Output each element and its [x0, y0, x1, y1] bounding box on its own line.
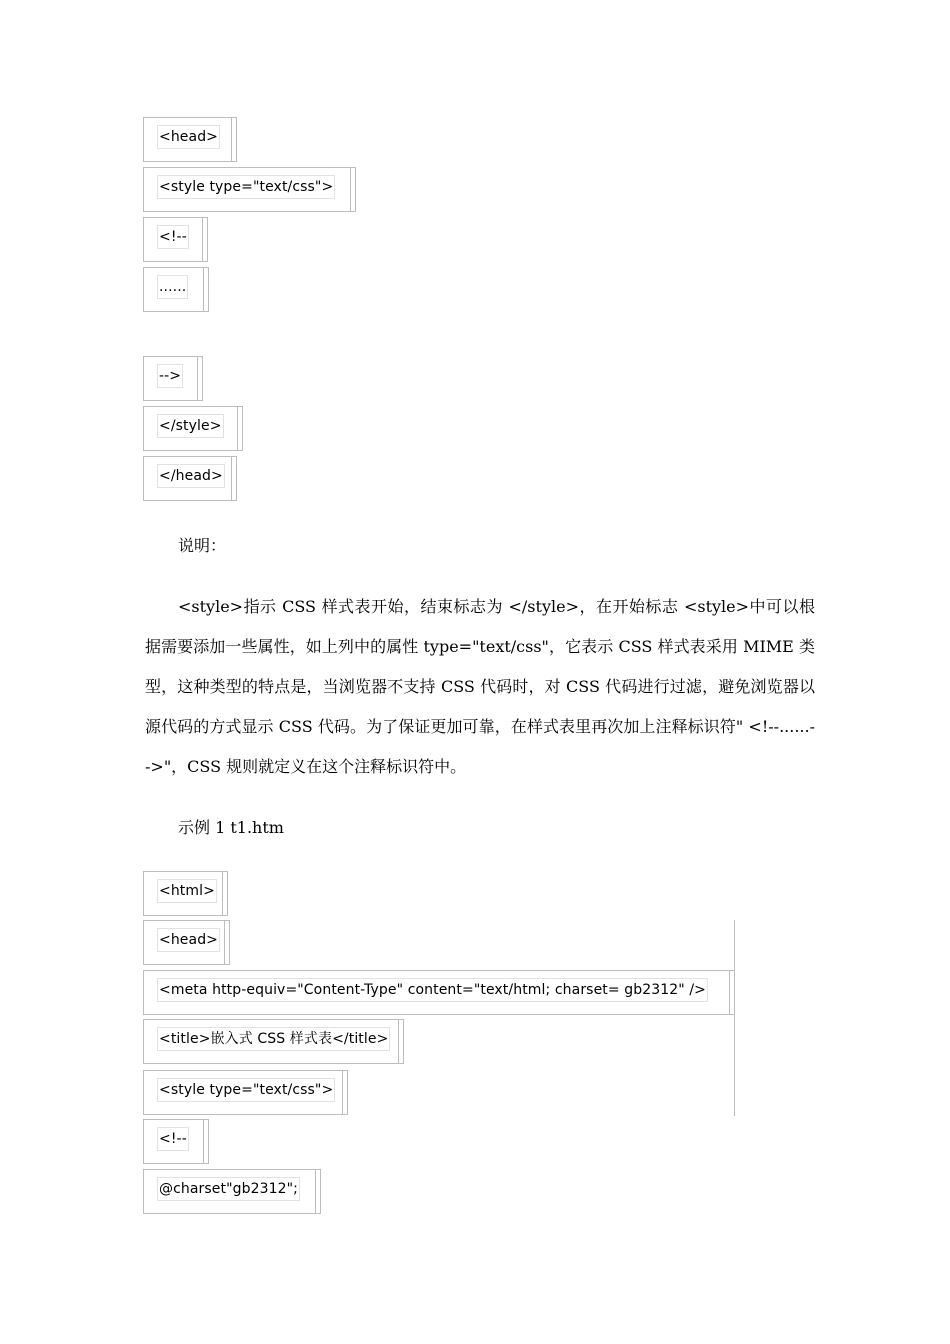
code-line-style-open: [143, 167, 356, 212]
code-text: <!--: [157, 225, 189, 249]
code-text: </style>: [157, 414, 224, 438]
code-line-comment-close: [143, 356, 203, 401]
code-text: <meta http-equiv="Content-Type" content="text/html; charset= gb2312" />: [157, 978, 708, 1002]
code-text: <title>嵌入式 CSS 样式表</title>: [157, 1027, 390, 1051]
rail-divider: [237, 407, 243, 450]
rail-divider: [203, 1120, 209, 1163]
rail-divider: [222, 872, 228, 915]
rail-divider: [315, 1170, 321, 1213]
code-text: @charset"gb2312";: [157, 1177, 300, 1201]
rail-divider: [729, 971, 735, 1014]
code-text: ......: [157, 275, 188, 299]
rail-divider: [342, 1071, 348, 1114]
table-right-border: [734, 920, 735, 1116]
rail-divider: [197, 357, 203, 400]
code-line-style-open-2: [143, 1070, 348, 1115]
rail-divider: [231, 457, 237, 500]
code-line-comment-open: [143, 217, 208, 262]
code-line-meta: [143, 970, 735, 1015]
code-text: <style type="text/css">: [157, 1078, 335, 1102]
code-text: <html>: [157, 879, 217, 903]
code-line-comment-open-2: [143, 1119, 209, 1164]
note-label: 说明：: [178, 536, 227, 555]
rail-divider: [202, 218, 208, 261]
code-text: -->: [157, 364, 183, 388]
code-text: </head>: [157, 464, 225, 488]
rail-divider: [224, 921, 230, 964]
code-text: <style type="text/css">: [157, 175, 335, 199]
example-title: 示例 1 t1.htm: [178, 818, 284, 837]
code-line-html-open: [143, 871, 228, 916]
code-text: <!--: [157, 1127, 189, 1151]
explanation-paragraph: <style>指示 CSS 样式表开始，结束标志为 </style>，在开始标志 <style>中可以根据需要添加一些属性，如上列中的属性 type="text/css"，它表示 CSS 样式表采用 MIME 类型，这种类型的特点是，当浏览器不支持 CSS 代码时，对 CSS 代码进行过滤，避免浏览器以源代码的方式显示 CSS 代码。为了保证更加可靠，在样式表里再次加上注释标识符" <!--......-->"，CSS 规则就定义在这个注释标识符中。: [145, 597, 815, 776]
code-line-style-close: [143, 406, 243, 451]
code-line-head-open-2: [143, 920, 230, 965]
code-line-charset: [143, 1169, 321, 1214]
code-line-title: [143, 1019, 404, 1064]
code-line-head-close: [143, 456, 237, 501]
rail-divider: [203, 268, 209, 311]
rail-divider: [231, 118, 237, 161]
code-text: <head>: [157, 928, 220, 952]
rail-divider: [350, 168, 356, 211]
code-line-ellipsis: [143, 267, 209, 312]
rail-divider: [398, 1020, 404, 1063]
code-line-head-open: [143, 117, 237, 162]
code-text: <head>: [157, 125, 220, 149]
